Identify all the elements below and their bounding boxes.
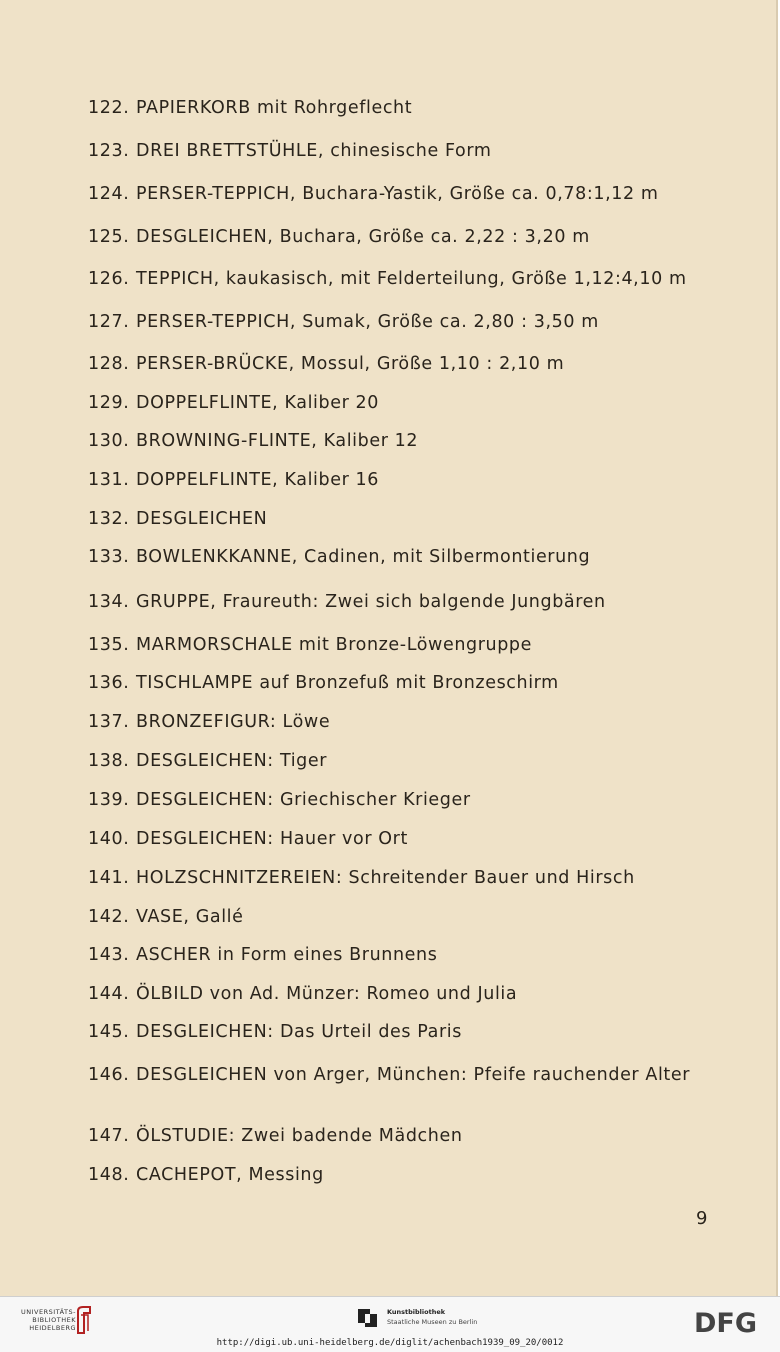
page-number: 9 [696,1208,708,1229]
catalog-entry [88,226,716,248]
catalog-entry [88,311,716,333]
entry-description: DOPPELFLINTE, Kaliber 20 [136,393,380,413]
entry-number: 142. [88,907,130,927]
entry-number: 139. [88,790,130,810]
dfg-logo-icon [694,1307,770,1335]
dfg-logo-text: DFG [694,1308,758,1335]
entry-description: ÖLBILD von Ad. Münzer: Romeo und Julia [136,984,518,1004]
entry-number: 131. [88,470,130,490]
university-library-logo-icon [74,1305,94,1335]
catalog-entry [88,1125,716,1147]
entry-description: ÖLSTUDIE: Zwei badende Mädchen [136,1126,463,1146]
catalog-entry [88,1164,716,1186]
catalog-entry [88,268,716,290]
catalog-entry [88,672,716,694]
catalog-entry [88,591,716,613]
catalog-entry [88,1021,716,1043]
kunstbibliothek-logo-icon [356,1307,380,1329]
entry-description: VASE, Gallé [136,907,244,927]
kunstbibliothek-subtitle: Staatliche Museen zu Berlin [387,1318,478,1326]
catalog-entry [88,867,716,889]
entry-description: PAPIERKORB mit Rohrgeflecht [136,98,413,118]
entry-description: ASCHER in Form eines Brunnens [136,945,438,965]
entry-description: DREI BRETTSTÜHLE, chinesische Form [136,141,492,161]
entry-description: CACHEPOT, Messing [136,1165,324,1185]
entry-number: 127. [88,312,130,332]
entry-number: 137. [88,712,130,732]
catalog-entry [88,906,716,928]
footer-bar [0,1296,780,1352]
catalog-entry [88,469,716,491]
catalog-entry [88,828,716,850]
entry-number: 148. [88,1165,130,1185]
entry-description: PERSER-BRÜCKE, Mossul, Größe 1,10 : 2,10 m [136,354,565,374]
entry-description: DESGLEICHEN: Das Urteil des Paris [136,1022,462,1042]
kunstbibliothek-title: Kunstbibliothek [387,1308,446,1316]
catalog-entry [88,140,716,162]
entry-number: 141. [88,868,130,888]
catalog-entry [88,983,716,1005]
entry-number: 124. [88,184,130,204]
entry-number: 129. [88,393,130,413]
entry-number: 130. [88,431,130,451]
catalog-entry [88,634,716,656]
entry-description: BRONZEFIGUR: Löwe [136,712,331,732]
catalog-entry [88,750,716,772]
catalog-entry [88,1064,716,1086]
entry-number: 138. [88,751,130,771]
source-url[interactable]: http://digi.ub.uni-heidelberg.de/diglit/achenbach1939_09_20/0012 [216,1338,564,1348]
entry-description: TEPPICH, kaukasisch, mit Felderteilung, Größe 1,12:4,10 m [136,269,687,289]
entry-description: DESGLEICHEN: Hauer vor Ort [136,829,408,849]
entry-number: 126. [88,269,130,289]
catalog-entry [88,508,716,530]
catalog-entry [88,97,716,119]
catalog-entry [88,353,716,375]
entry-number: 134. [88,592,130,612]
catalog-entry [88,183,716,205]
entry-number: 143. [88,945,130,965]
entry-description: PERSER-TEPPICH, Buchara-Yastik, Größe ca. 0,78:1,12 m [136,184,659,204]
entry-number: 136. [88,673,130,693]
entry-description: DOPPELFLINTE, Kaliber 16 [136,470,380,490]
entry-number: 125. [88,227,130,247]
entry-number: 133. [88,547,130,567]
entry-description: MARMORSCHALE mit Bronze-Löwengruppe [136,635,533,655]
entry-description: BROWNING-FLINTE, Kaliber 12 [136,431,419,451]
catalog-entry [88,546,716,568]
entry-number: 144. [88,984,130,1004]
catalog-entry [88,789,716,811]
entry-description: DESGLEICHEN: Tiger [136,751,328,771]
entry-description: DESGLEICHEN, Buchara, Größe ca. 2,22 : 3,20 m [136,227,590,247]
entry-description: DESGLEICHEN: Griechischer Krieger [136,790,471,810]
entry-number: 123. [88,141,130,161]
university-library-label: UNIVERSITÄTS- BIBLIOTHEK HEIDELBERG [21,1308,76,1332]
entry-number: 146. [88,1065,130,1085]
entry-description: BOWLENKKANNE, Cadinen, mit Silbermontierung [136,547,591,567]
entry-number: 147. [88,1126,130,1146]
entry-number: 140. [88,829,130,849]
entry-description: HOLZSCHNITZEREIEN: Schreitender Bauer und Hirsch [136,868,635,888]
entry-description: PERSER-TEPPICH, Sumak, Größe ca. 2,80 : 3,50 m [136,312,599,332]
entry-number: 128. [88,354,130,374]
entry-description: TISCHLAMPE auf Bronzefuß mit Bronzeschirm [136,673,559,693]
entry-description: DESGLEICHEN von Arger, München: Pfeife rauchender Alter [136,1065,691,1085]
catalog-entry [88,430,716,452]
catalog-entry [88,392,716,414]
entry-description: DESGLEICHEN [136,509,268,529]
entry-number: 135. [88,635,130,655]
catalog-entry [88,944,716,966]
catalog-entry [88,711,716,733]
entry-number: 132. [88,509,130,529]
entry-number: 145. [88,1022,130,1042]
entry-description: GRUPPE, Fraureuth: Zwei sich balgende Jungbären [136,592,606,612]
entry-number: 122. [88,98,130,118]
